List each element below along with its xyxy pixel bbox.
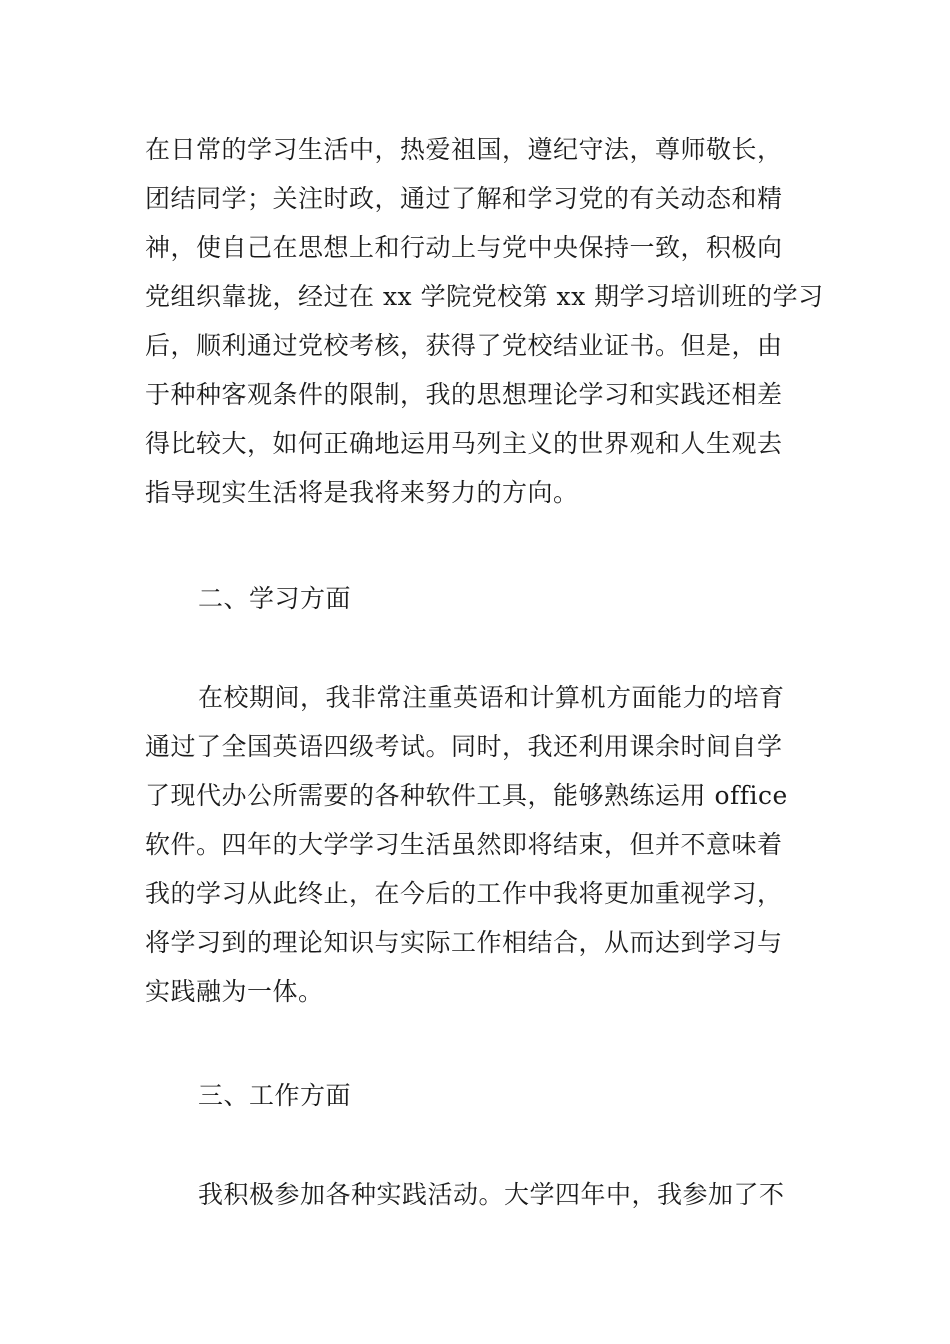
paragraph-line: 神，使自己在思想上和行动上与党中央保持一致，积极向 [145,233,783,262]
paragraph-line: 通过了全国英语四级考试。同时，我还利用课余时间自学 [145,732,783,761]
section-heading-work [145,1071,815,1120]
paragraph-line: 我的学习从此终止，在今后的工作中我将更加重视学习， [145,879,783,908]
paragraph-line: 后，顺利通过党校考核，获得了党校结业证书。但是，由 [145,331,783,360]
section-heading-study [145,574,815,623]
paragraph-line: 将学习到的理论知识与实际工作相结合，从而达到学习与 [145,928,783,957]
paragraph-line: 在日常的学习生活中，热爱祖国，遵纪守法，尊师敬长， [145,135,783,164]
paragraph-line: 软件。四年的大学学习生活虽然即将结束，但并不意味着 [145,830,783,859]
paragraph-line: 我积极参加各种实践活动。大学四年中，我参加了不 [198,1180,785,1209]
paragraph-work [145,1170,815,1219]
paragraph-line: 指导现实生活将是我将来努力的方向。 [145,478,579,507]
paragraph-line: 得比较大，如何正确地运用马列主义的世界观和人生观去 [145,429,783,458]
paragraph-line: 在校期间，我非常注重英语和计算机方面能力的培育 [198,683,785,712]
paragraph-political [145,125,824,517]
paragraph-study [145,673,815,1016]
section-heading: 二、学习方面 [198,584,352,613]
paragraph-line: 实践融为一体。 [145,977,324,1006]
paragraph-line: 党组织靠拢，经过在 xx 学院党校第 xx 期学习培训班的学习 [145,282,824,311]
paragraph-line: 了现代办公所需要的各种软件工具，能够熟练运用 office [145,781,788,810]
paragraph-line: 于种种客观条件的限制，我的思想理论学习和实践还相差 [145,380,783,409]
paragraph-line: 团结同学；关注时政，通过了解和学习党的有关动态和精 [145,184,783,213]
section-heading: 三、工作方面 [198,1081,352,1110]
